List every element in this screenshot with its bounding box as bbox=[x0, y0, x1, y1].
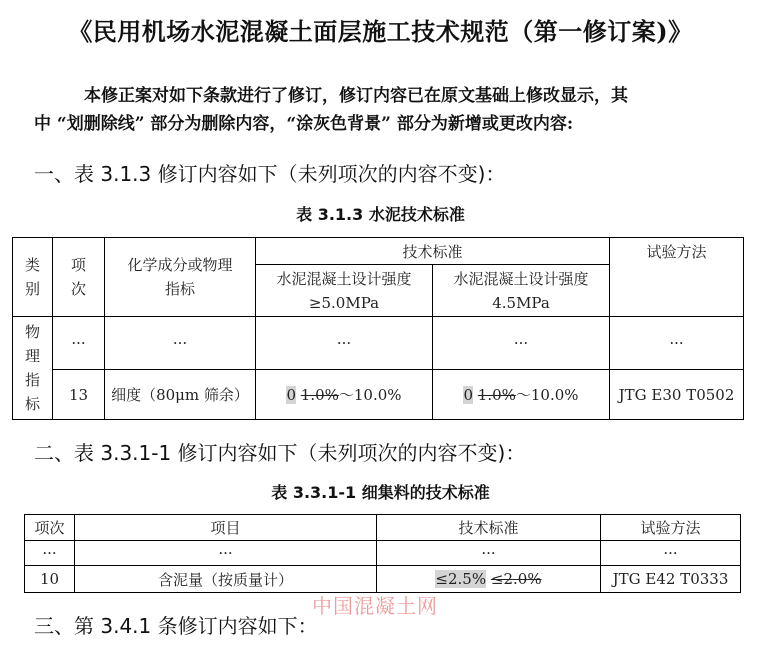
header-strength-5-0: 水泥混凝土设计强度 ≥5.0MPa bbox=[256, 265, 433, 317]
added-text: 0 bbox=[286, 386, 296, 404]
ellipsis-cell: ··· bbox=[53, 317, 105, 370]
row-13-strength-5-0: 0 1.0%～10.0% bbox=[256, 370, 433, 420]
header-indicator: 化学成分或物理 指标 bbox=[105, 238, 256, 317]
deleted-text: 1.0% bbox=[477, 386, 516, 404]
table-1-caption: 表 3.1.3 水泥技术标准 bbox=[296, 205, 465, 224]
section-2-heading: 二、表 3.3.1-1 修订内容如下（未列项次的内容不变)： bbox=[34, 441, 526, 465]
header-item-no: 项 次 bbox=[53, 238, 105, 317]
header-test-method: 试验方法 bbox=[601, 515, 741, 541]
ellipsis-cell: ··· bbox=[105, 317, 256, 370]
intro-line-1: 本修正案对如下条款进行了修订，修订内容已在原文基础上修改显示，其 bbox=[84, 86, 628, 106]
intro-paragraph bbox=[34, 82, 734, 138]
added-text: 0 bbox=[463, 386, 473, 404]
row-10-test-method: JTG E42 T0333 bbox=[601, 566, 741, 593]
ellipsis-cell: ··· bbox=[25, 541, 75, 566]
intro-line-2: 中 “划删除线” 部分为删除内容，“涂灰色背景” 部分为新增或更改内容: bbox=[34, 114, 574, 134]
section-1-heading: 一、表 3.1.3 修订内容如下（未列项次的内容不变)： bbox=[34, 162, 506, 186]
header-item: 项目 bbox=[75, 515, 377, 541]
header-item-no: 项次 bbox=[25, 515, 75, 541]
category-physical-indicator: 物 理 指 标 bbox=[13, 317, 53, 420]
header-test-method: 试验方法 bbox=[610, 238, 744, 317]
section-3-heading: 三、第 3.4.1 条修订内容如下： bbox=[34, 614, 318, 638]
table-3-1-3 bbox=[12, 237, 744, 420]
row-10-standard bbox=[377, 566, 601, 593]
ellipsis-cell: ··· bbox=[601, 541, 741, 566]
deleted-text: ≤2.0% bbox=[490, 570, 542, 588]
header-technical-standard: 技术标准 bbox=[377, 515, 601, 541]
ellipsis-cell: ··· bbox=[610, 317, 744, 370]
ellipsis-cell: ··· bbox=[377, 541, 601, 566]
row-13-strength-4-5: 0 1.0%～10.0% bbox=[433, 370, 610, 420]
row-10-item: 含泥量（按质量计） bbox=[75, 566, 377, 593]
header-technical-standard: 技术标准 bbox=[256, 238, 610, 265]
header-strength-4-5: 水泥混凝土设计强度 4.5MPa bbox=[433, 265, 610, 317]
table-3-3-1-1 bbox=[24, 514, 741, 593]
deleted-text: 1.0% bbox=[300, 386, 339, 404]
row-10-item-no: 10 bbox=[25, 566, 75, 593]
table-2-caption: 表 3.3.1-1 细集料的技术标准 bbox=[271, 483, 490, 502]
watermark: 中国混凝土网 bbox=[312, 594, 438, 618]
ellipsis-cell: ··· bbox=[256, 317, 433, 370]
row-13-indicator: 细度（80μm 筛余） bbox=[105, 370, 256, 420]
row-13-item-no: 13 bbox=[53, 370, 105, 420]
row-13-test-method: JTG E30 T0502 bbox=[610, 370, 744, 420]
document-title: 《民用机场水泥混凝土面层施工技术规范（第一修订案)》 bbox=[68, 17, 693, 46]
ellipsis-cell: ··· bbox=[433, 317, 610, 370]
ellipsis-cell: ··· bbox=[75, 541, 377, 566]
header-category: 类 别 bbox=[13, 238, 53, 317]
added-text: ≤2.5% bbox=[435, 570, 487, 588]
